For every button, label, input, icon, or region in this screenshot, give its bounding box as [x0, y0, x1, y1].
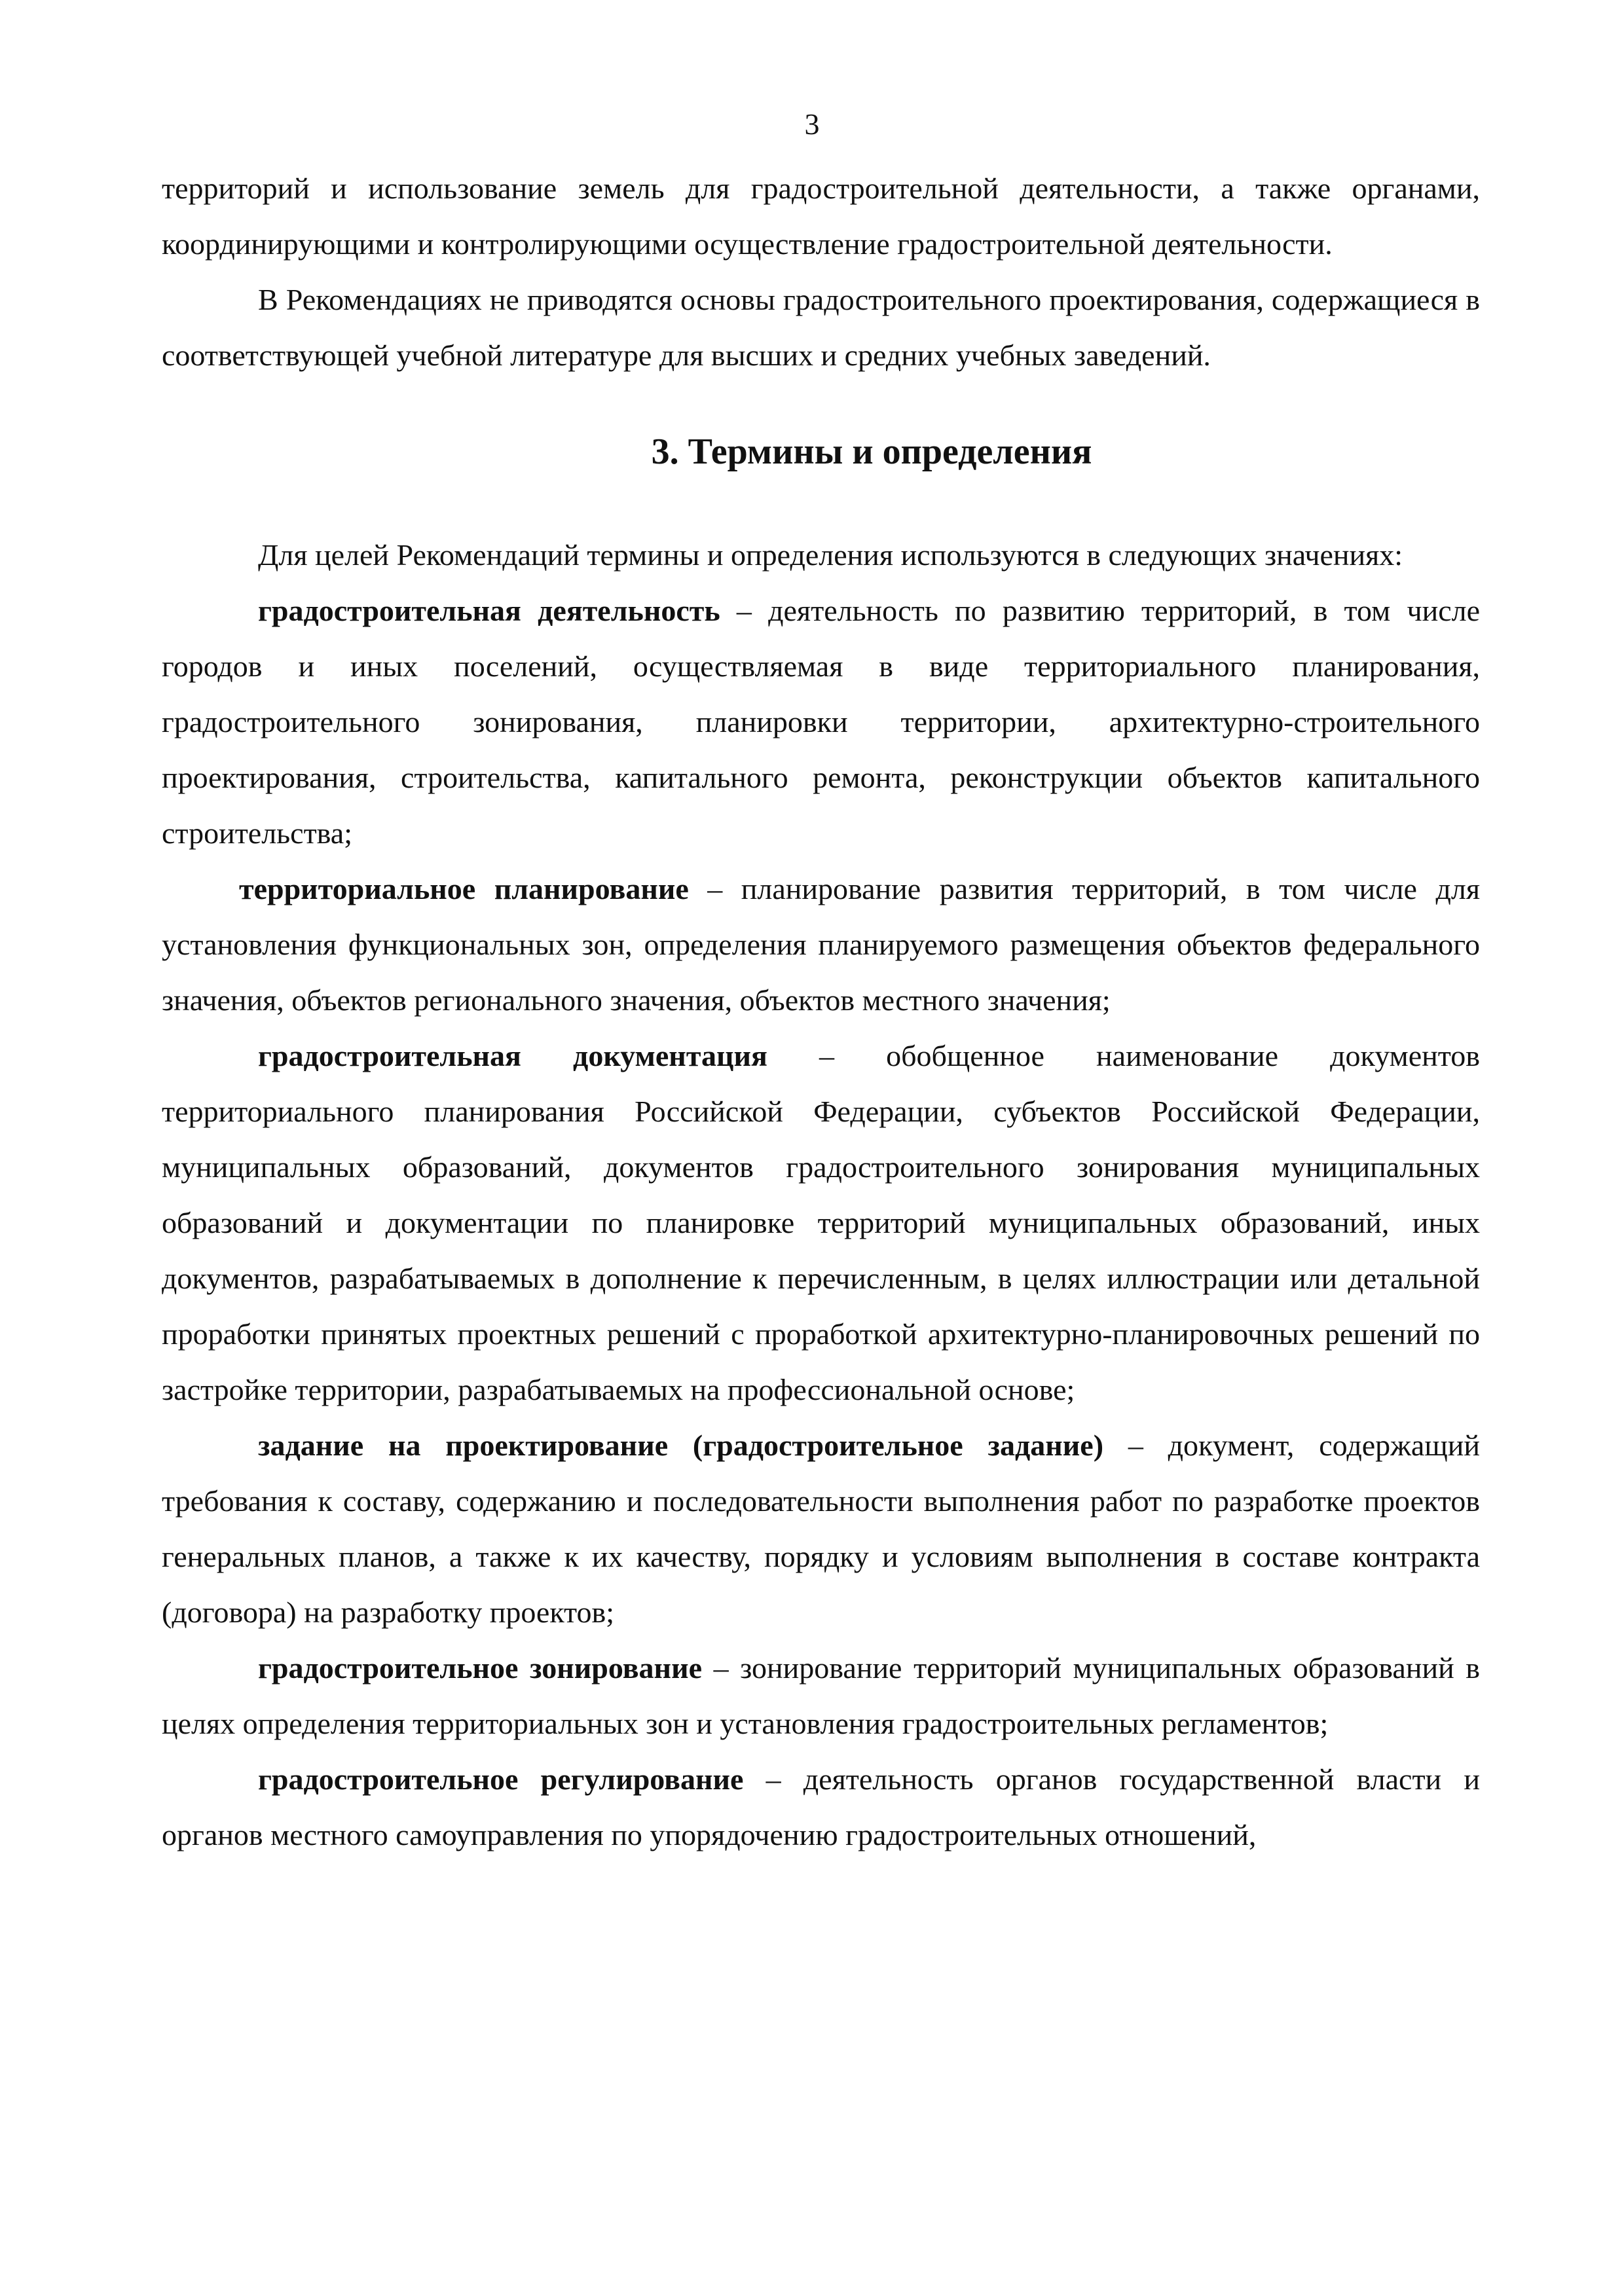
- definition-text: – деятельность по развитию территорий, в том числе городов и иных поселений, осуществляемая в виде территориального планирования, градостроительного зонирования, планировки территории, архитектурно-строительного проектирования, строительства, капитального ремонта, реконструкции объектов капитального строительства;: [162, 594, 1480, 850]
- definition-text: – планирование развития территорий, в том числе для установления функциональных зон, определения планируемого размещения объектов федерального значения, объектов регионального значения, объектов местного значения;: [162, 872, 1480, 1017]
- definition-text: – деятельность органов государственной власти и органов местного самоуправления по упорядочению градостроительных отношений,: [162, 1762, 1480, 1851]
- definition-text: – документ, содержащий требования к составу, содержанию и последовательности выполнения работ по разработке проектов генеральных планов, а также к их качеству, порядку и условиям выполнения в составе контракта (договора) на разработку проектов;: [162, 1429, 1480, 1629]
- definition-paragraph: [162, 583, 1480, 861]
- section-lead-paragraph: Для целей Рекомендаций термины и определения используются в следующих значениях:: [258, 538, 1403, 572]
- definition-text: – зонирование территорий муниципальных образований в целях определения территориальных зон и установления градостроительных регламентов;: [162, 1651, 1480, 1740]
- definition-paragraph: [162, 1417, 1480, 1640]
- definition-term: градостроительное зонирование: [258, 1651, 702, 1685]
- definition-term: территориальное планирование: [239, 872, 689, 905]
- definition-term: градостроительная деятельность: [258, 594, 720, 627]
- definition-term: градостроительная документация: [258, 1039, 767, 1072]
- definition-paragraph: [162, 1751, 1480, 1863]
- intro-continuation-paragraph: территорий и использование земель для градостроительной деятельности, а также органами, координирующими и контролирующими осуществление градостроительной деятельности.: [162, 172, 1480, 261]
- definition-paragraph: [162, 1640, 1480, 1751]
- page-number: 3: [804, 107, 820, 141]
- definition-term: задание на проектирование (градостроительное задание): [258, 1429, 1104, 1462]
- document-body: [162, 160, 1480, 1863]
- definition-text: – обобщенное наименование документов территориального планирования Российской Федерации, субъектов Российской Федерации, муниципальных образований, документов градостроительного зонирования муниципальных образований и документации по планировке территорий муниципальных образований, иных документов, разрабатываемых в дополнение к перечисленным, в целях иллюстрации или детальной проработки принятых проектных решений с проработкой архитектурно-планировочных решений по застройке территории, разрабатываемых на профессиональной основе;: [162, 1039, 1480, 1406]
- definition-paragraph: [162, 861, 1480, 1028]
- definition-term: градостроительное регулирование: [258, 1762, 744, 1796]
- definition-paragraph: [162, 1028, 1480, 1417]
- section-heading: 3. Термины и определения: [651, 431, 1092, 472]
- intro-note-paragraph: В Рекомендациях не приводятся основы градостроительного проектирования, содержащиеся в соответствующей учебной литературе для высших и средних учебных заведений.: [162, 283, 1480, 372]
